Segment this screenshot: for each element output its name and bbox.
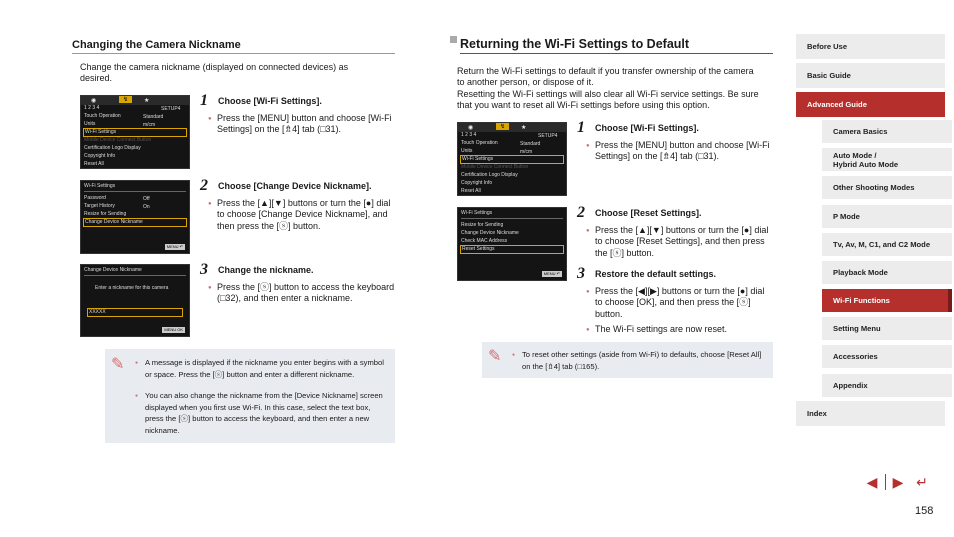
prev-page-button[interactable] xyxy=(862,472,882,492)
nav-setting-menu[interactable]: Setting Menu xyxy=(822,317,952,340)
nav-accessories[interactable]: Accessories xyxy=(822,345,952,368)
nav-before-use[interactable]: Before Use xyxy=(796,34,945,59)
left-heading: Changing the Camera Nickname xyxy=(72,39,395,54)
nav-index[interactable]: Index xyxy=(796,401,945,426)
nav-camera-basics[interactable]: Camera Basics xyxy=(822,120,952,143)
camera-screen-nickname: Change Device Nickname Enter a nickname for this camera XXXXX MENU OK xyxy=(80,264,190,337)
camera-icon: ◉ xyxy=(91,98,97,104)
back-button[interactable] xyxy=(912,472,932,492)
right-note-box: ✎ ● To reset other settings (aside from Wi-Fi) to defaults, choose [Reset All] on the [⇯4] tab (□165). xyxy=(482,342,773,378)
nav-basic-guide[interactable]: Basic Guide xyxy=(796,63,945,88)
page-number: 158 xyxy=(915,505,934,517)
nav-auto-mode[interactable]: Auto Mode / Hybrid Auto Mode xyxy=(822,148,952,171)
prev-icon: ◀ xyxy=(866,473,878,490)
right-heading: Returning the Wi-Fi Settings to Default xyxy=(460,37,773,54)
section-square-icon xyxy=(450,36,457,43)
nav-p-mode[interactable]: P Mode xyxy=(822,205,952,228)
wifi-tab-icon: ↯ xyxy=(496,123,509,130)
nav-tv-av-m-mode[interactable]: Tv, Av, M, C1, and C2 Mode xyxy=(822,233,952,256)
wifi-tab-icon: ↯ xyxy=(119,96,132,103)
back-icon: ↵ xyxy=(916,473,928,490)
left-intro: Change the camera nickname (displayed on connected devices) as desired. xyxy=(80,62,349,84)
camera-icon: ◉ xyxy=(468,125,474,131)
camera-screen-reset: Wi-Fi Settings Resize for Sending Change Device Nickname Check MAC Address Reset Settings MENU ↶ xyxy=(457,207,567,281)
camera-screen-wifi-settings: Wi-Fi Settings Password Off Target History On Resize for Sending Change Device Nickname MENU ↶ xyxy=(80,180,190,254)
star-icon: ★ xyxy=(144,98,150,104)
star-icon: ★ xyxy=(521,125,527,131)
camera-screen-menu-right: ◉ ↯ ★ 1 2 3 4 SETUP4 Touch Operation Standard Units m/cm Wi-Fi Settings Mobile Device Connect Button Certification Logo Display Copyright Info Reset All xyxy=(457,122,567,196)
camera-tabs xyxy=(81,96,189,105)
nav-wifi-functions[interactable]: Wi-Fi Functions xyxy=(822,289,952,312)
nav-appendix[interactable]: Appendix xyxy=(822,374,952,397)
nav-other-shooting-modes[interactable]: Other Shooting Modes xyxy=(822,176,952,199)
nav-playback-mode[interactable]: Playback Mode xyxy=(822,261,952,284)
next-icon: ▶ xyxy=(892,473,904,490)
pencil-icon: ✎ xyxy=(488,348,502,365)
next-page-button[interactable] xyxy=(888,472,908,492)
pencil-icon: ✎ xyxy=(111,356,125,373)
left-note-box: ✎ ● A message is displayed if the nickname you enter begins with a symbol or space. Press the [ⓢ] button and enter a different nickname. ● You can also change the nickname from the [Device Nickname] screen displayed when you first use Wi-Fi. In this case, select the text box, press the [ⓢ] button to access the keyboard, and then enter a new nickname. xyxy=(105,349,395,443)
nickname-field: XXXXX xyxy=(87,308,183,317)
nav-advanced-guide[interactable]: Advanced Guide xyxy=(796,92,945,117)
camera-screen-menu: ◉ ↯ ★ 1 2 3 4 SETUP4 Touch Operation Standard Units m/cm Wi-Fi Settings Mobile Device Connect Button Certification Logo Display Copyright Info Reset All xyxy=(80,95,190,169)
